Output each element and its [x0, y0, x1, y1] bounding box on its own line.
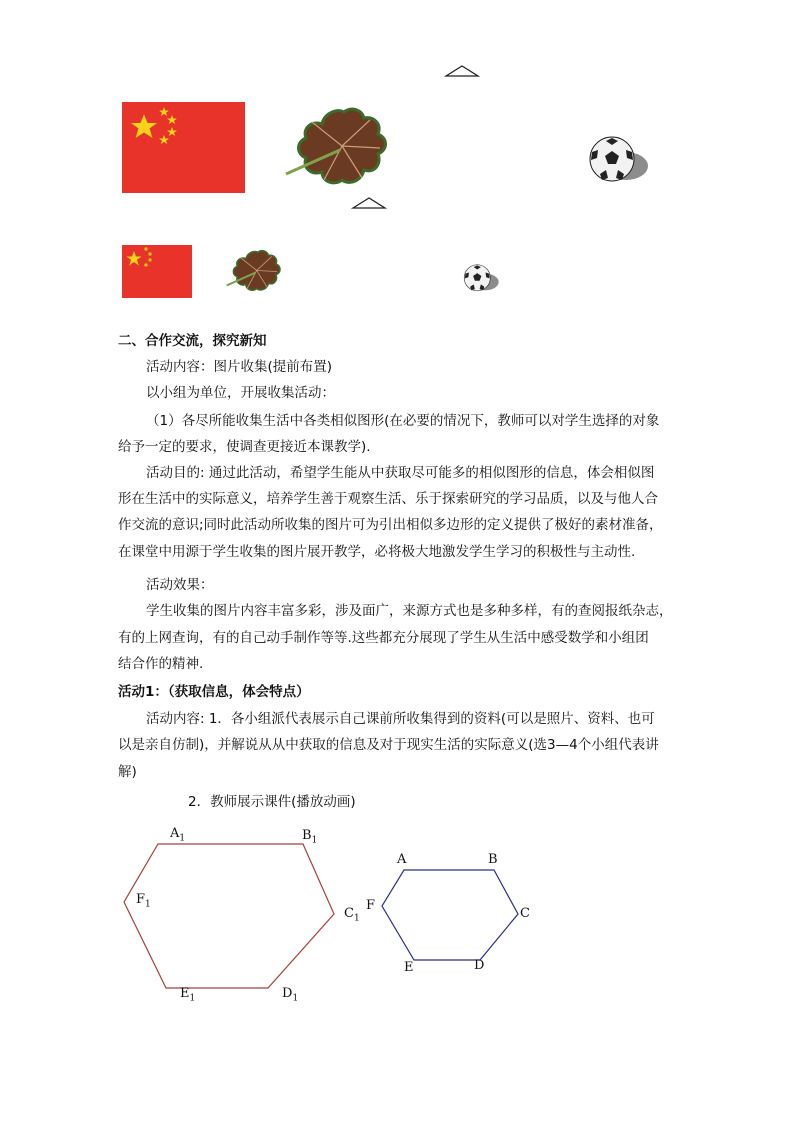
soccer-ball-image	[588, 136, 652, 186]
vertex-label: $C_1$	[344, 906, 360, 924]
paragraph-line: （1）各尽所能收集生活中各类相似图形(在必要的情况下，教师可以对学生选择的对象	[146, 413, 660, 429]
paragraph-line: 以是亲自仿制)，并解说从从中获取的信息及对于现实生活的实际意义(选3—4个小组代表讲	[118, 737, 659, 753]
paragraph-line: 活动内容: 1．各小组派代表展示自己课前所收集得到的资料(可以是照片、资料、也可	[146, 711, 655, 727]
vertex-label: $D_1$	[282, 986, 299, 1004]
paragraph-line: 学生收集的图片内容丰富多彩，涉及面广，来源方式也是多种多样，有的查阅报纸杂志，	[146, 603, 673, 619]
paragraph-line: 形在生活中的实际意义，培养学生善于观察生活、乐于探索研究的学习品质，以及与他人合	[118, 491, 658, 507]
paragraph-line: 在课堂中用源于学生收集的图片展开教学，必将极大地激发学生学习的积极性与主动性.	[118, 544, 636, 560]
large-hexagon	[120, 838, 342, 990]
paragraph-line: 解)	[118, 764, 137, 780]
activity-content-label: 活动内容：图片收集(提前布置)	[146, 359, 333, 375]
vertex-label: F	[366, 898, 376, 913]
vertex-label: $E_1$	[180, 986, 196, 1004]
paragraph-line: 以小组为单位，开展收集活动：	[146, 385, 335, 401]
vertex-label: C	[520, 906, 530, 921]
paragraph-line: 活动目的: 通过此活动，希望学生能从中获取尽可能多的相似图形的信息，体会相似图	[146, 465, 655, 481]
maple-leaf-image	[282, 104, 392, 190]
china-flag-image	[122, 245, 192, 298]
vertex-label: D	[474, 958, 485, 973]
small-hexagon	[376, 866, 524, 966]
paragraph-line: 有的上网查询，有的自己动手制作等等.这些都充分展现了学生从生活中感受数学和小组团	[118, 630, 649, 646]
triangle-icon	[351, 196, 387, 210]
paragraph-line: 结合作的精神.	[118, 656, 204, 672]
vertex-label: $A_1$	[170, 826, 186, 844]
maple-leaf-image	[224, 248, 284, 294]
vertex-label: $F_1$	[136, 892, 151, 910]
soccer-ball-image	[463, 264, 501, 294]
section-title: 二、合作交流，探究新知	[118, 333, 267, 349]
vertex-label: E	[404, 960, 414, 975]
vertex-label: B	[488, 852, 498, 867]
vertex-label: $B_1$	[302, 828, 318, 846]
china-flag-image	[122, 102, 245, 193]
paragraph-line: 2．教师展示课件(播放动画)	[188, 794, 356, 810]
activity-title: 活动1：（获取信息，体会特点）	[118, 684, 310, 700]
vertex-label: A	[397, 852, 407, 867]
paragraph-line: 作交流的意识;同时此活动所收集的图片可为引出相似多边形的定义提供了极好的素材准备，	[118, 517, 663, 533]
activity-effect-label: 活动效果：	[146, 577, 214, 593]
triangle-icon	[444, 64, 480, 78]
paragraph-line: 给予一定的要求，使调查更接近本课教学).	[118, 439, 371, 455]
